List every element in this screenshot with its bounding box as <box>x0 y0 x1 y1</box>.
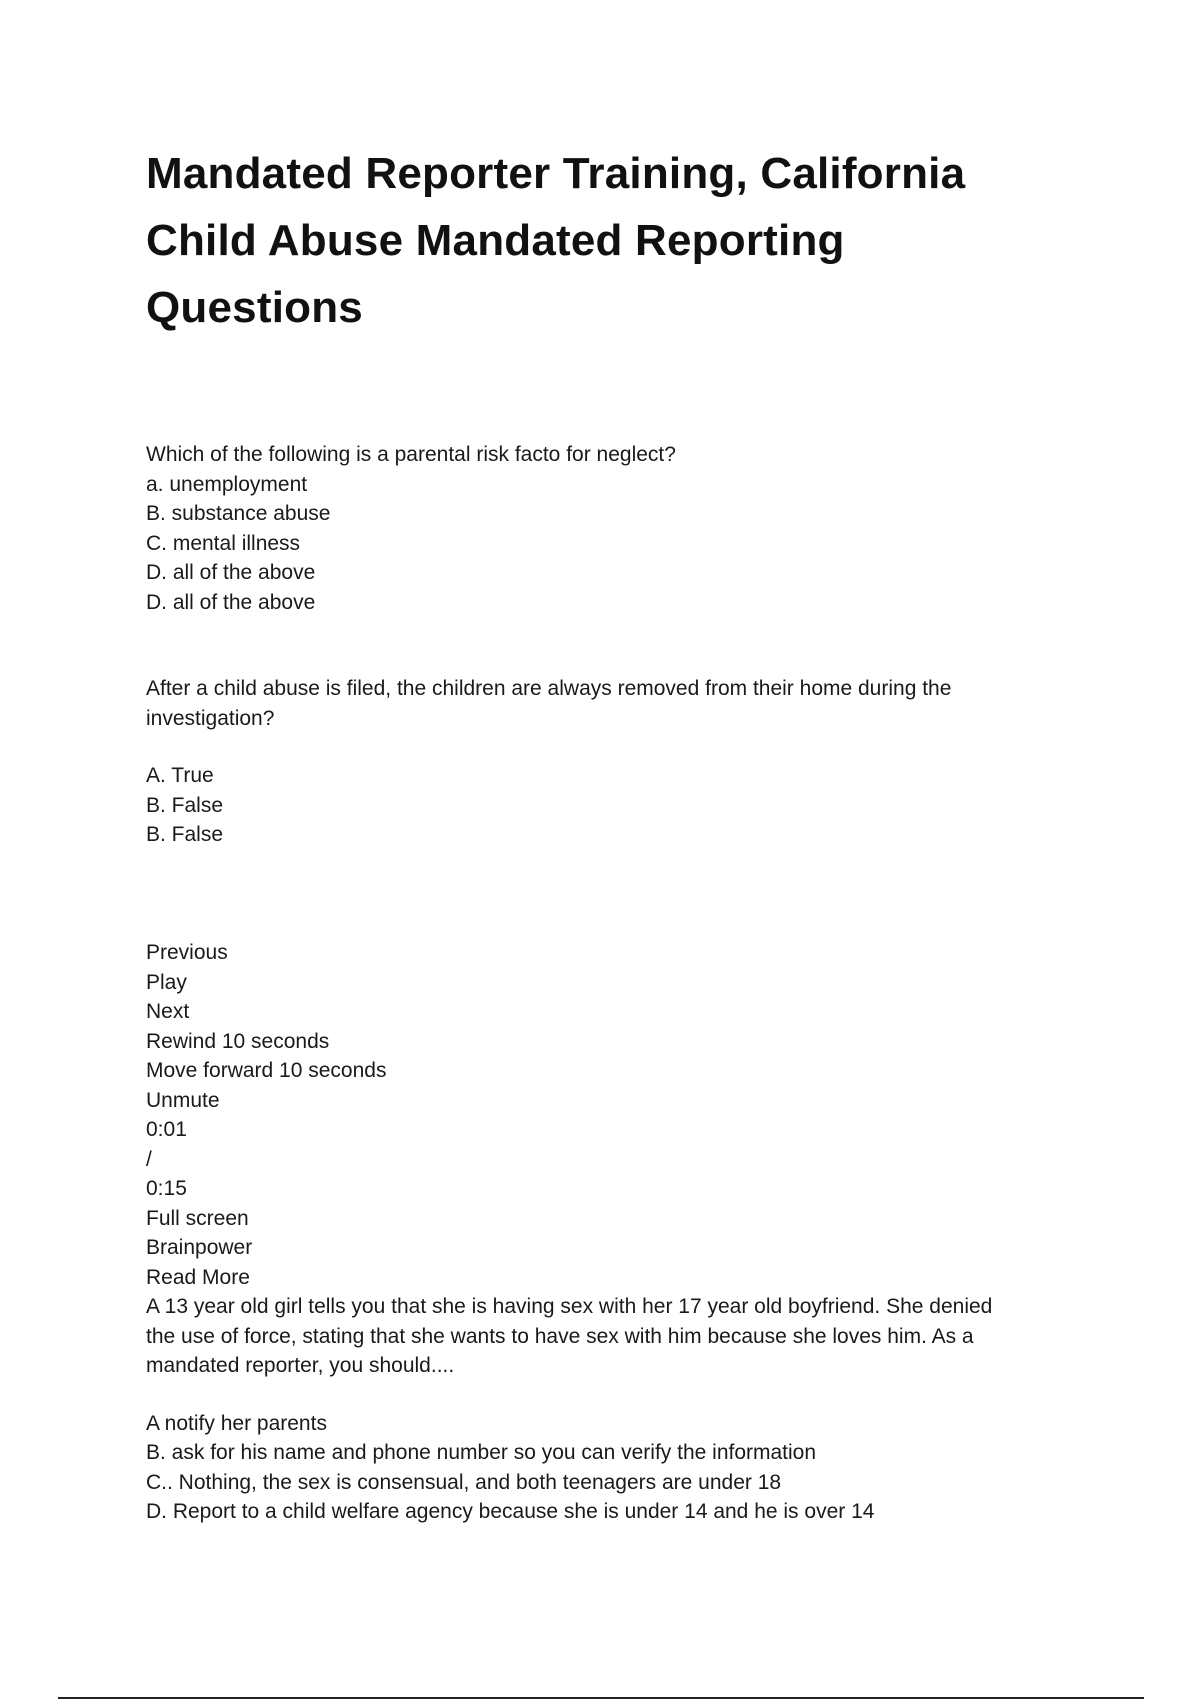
video-player-and-question-3 <box>146 938 1066 1527</box>
question-text: A 13 year old girl tells you that she is having sex with her 17 year old boyfriend. She denied <box>146 1295 993 1318</box>
answer-option: D. all of the above <box>146 561 316 584</box>
answer-option: C.. Nothing, the sex is consensual, and both teenagers are under 18 <box>146 1470 782 1494</box>
page-title <box>146 140 1066 341</box>
title-line: Mandated Reporter Training, California <box>146 149 966 198</box>
previous-button[interactable]: Previous <box>146 941 228 964</box>
duration: 0:15 <box>146 1177 187 1200</box>
correct-answer: B. False <box>146 823 224 846</box>
document-header <box>146 140 1066 341</box>
read-more-link[interactable]: Read More <box>146 1265 250 1289</box>
answer-option: A notify her parents <box>146 1411 327 1435</box>
spacer <box>146 733 1066 761</box>
next-button[interactable]: Next <box>146 1000 190 1023</box>
answer-option: B. False <box>146 793 224 817</box>
question-text: the use of force, stating that she wants to have sex with him because she loves him. As a <box>146 1324 974 1348</box>
time-separator: / <box>146 1147 152 1171</box>
unmute-button[interactable]: Unmute <box>146 1088 220 1112</box>
question-text: mandated reporter, you should.... <box>146 1354 455 1377</box>
answer-option: B. ask for his name and phone number so you can verify the information <box>146 1441 817 1464</box>
answer-option: D. Report to a child welfare agency because she is under 14 and he is over 14 <box>146 1500 875 1523</box>
forward-button[interactable]: Move forward 10 seconds <box>146 1059 387 1082</box>
spacer <box>146 1381 1066 1409</box>
brand-label: Brainpower <box>146 1236 253 1259</box>
answer-option: a. unemployment <box>146 472 308 496</box>
fullscreen-button[interactable]: Full screen <box>146 1206 249 1230</box>
current-time: 0:01 <box>146 1118 187 1141</box>
question-text: Which of the following is a parental risk facto for neglect? <box>146 443 676 466</box>
question-1 <box>146 440 1066 617</box>
title-line: Questions <box>146 283 363 332</box>
answer-option: C. mental illness <box>146 531 301 555</box>
answer-option: B. substance abuse <box>146 502 331 525</box>
title-line: Child Abuse Mandated Reporting <box>146 216 845 265</box>
question-text: After a child abuse is filed, the children are always removed from their home during the <box>146 677 952 700</box>
answer-option: A. True <box>146 764 214 787</box>
footer-divider <box>58 1697 1144 1699</box>
play-button[interactable]: Play <box>146 970 187 994</box>
correct-answer: D. all of the above <box>146 590 316 614</box>
question-2 <box>146 674 1066 850</box>
rewind-button[interactable]: Rewind 10 seconds <box>146 1029 330 1053</box>
question-text: investigation? <box>146 706 275 730</box>
